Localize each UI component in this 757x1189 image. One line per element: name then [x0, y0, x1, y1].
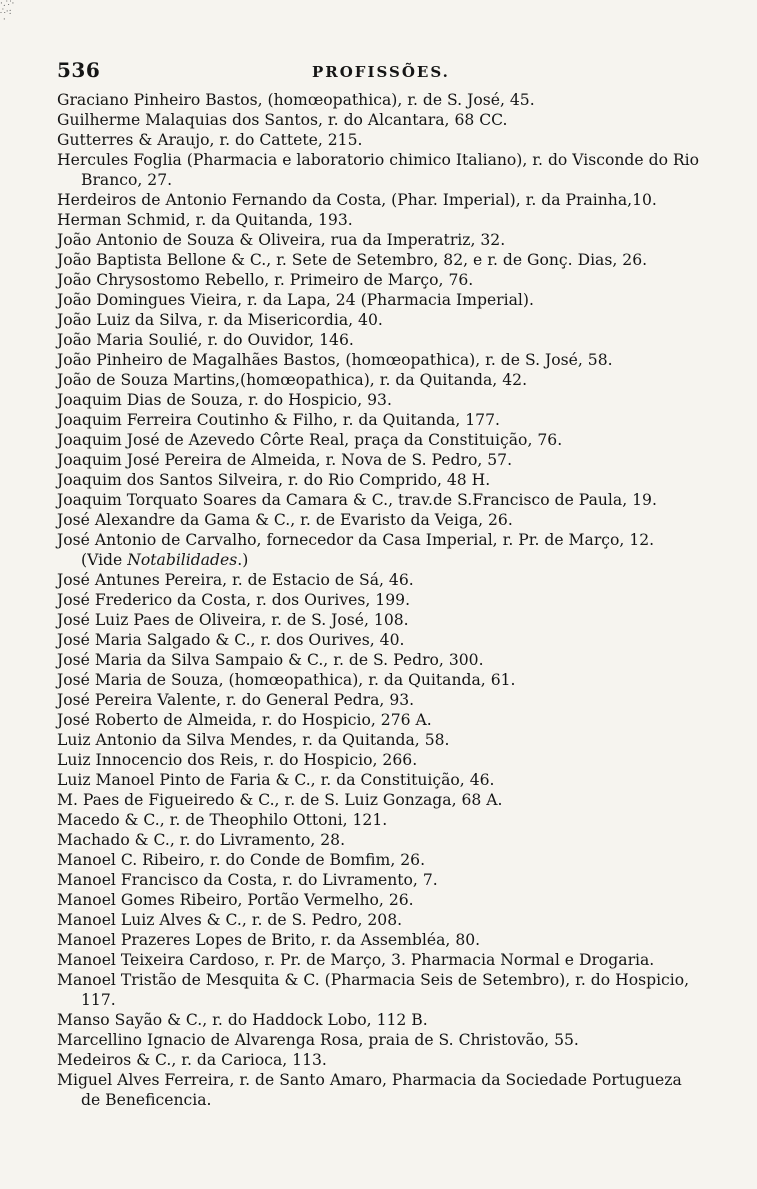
page-number: 536 — [57, 58, 101, 82]
list-item: Gutterres & Araujo, r. do Cattete, 215. — [57, 131, 363, 149]
list-item: Medeiros & C., r. da Carioca, 113. — [57, 1051, 327, 1069]
list-item: Manoel Teixeira Cardoso, r. Pr. de Março, 3. Pharmacia Normal e Drogaria. — [57, 951, 655, 969]
list-item: Joaquim José Pereira de Almeida, r. Nova de S. Pedro, 57. — [57, 451, 513, 469]
list-item: M. Paes de Figueiredo & C., r. de S. Luiz Gonzaga, 68 A. — [57, 791, 503, 809]
list-item: José Pereira Valente, r. do General Pedra, 93. — [57, 691, 415, 709]
paper-stain: ·.∵· ∴·: · — [0, 0, 15, 25]
list-item: Macedo & C., r. de Theophilo Ottoni, 121. — [57, 811, 388, 829]
list-item: Machado & C., r. do Livramento, 28. — [57, 831, 346, 849]
list-item: Joaquim Dias de Souza, r. do Hospicio, 93. — [57, 391, 392, 409]
list-item: Luiz Innocencio dos Reis, r. do Hospicio, 266. — [57, 751, 418, 769]
list-item: João Maria Soulié, r. do Ouvidor, 146. — [57, 331, 354, 349]
list-item: Marcellino Ignacio de Alvarenga Rosa, praia de S. Christovão, 55. — [57, 1031, 579, 1049]
list-item: Manoel Prazeres Lopes de Brito, r. da Assembléa, 80. — [57, 931, 481, 949]
vide-note: (Vide Notabilidades.) — [81, 551, 249, 569]
list-item: José Maria Salgado & C., r. dos Ourives, 40. — [57, 631, 405, 649]
pharmacy-listing — [57, 90, 705, 1110]
list-item: José Roberto de Almeida, r. do Hospicio, 276 A. — [57, 711, 432, 729]
running-title: PROFISSÕES. — [312, 63, 450, 81]
list-item: José Maria de Souza, (homœopathica), r. da Quitanda, 61. — [57, 671, 516, 689]
list-item: José Luiz Paes de Oliveira, r. de S. José, 108. — [57, 611, 409, 629]
list-item: João Pinheiro de Magalhães Bastos, (homœopathica), r. de S. José, 58. — [57, 351, 613, 369]
list-item: João de Souza Martins,(homœopathica), r. da Quitanda, 42. — [57, 371, 528, 389]
vide-reference: Notabilidades — [127, 551, 238, 569]
list-item: Manoel Luiz Alves & C., r. de S. Pedro, 208. — [57, 911, 403, 929]
list-item: José Frederico da Costa, r. dos Ourives, 199. — [57, 591, 411, 609]
list-item: João Domingues Vieira, r. da Lapa, 24 (Pharmacia Imperial). — [57, 291, 534, 309]
list-item: Luiz Antonio da Silva Mendes, r. da Quitanda, 58. — [57, 731, 450, 749]
list-item: Hercules Foglia (Pharmacia e laboratorio chimico Italiano), r. do Visconde do Rio Branco, 27. — [57, 151, 700, 189]
list-item: Guilherme Malaquias dos Santos, r. do Alcantara, 68 CC. — [57, 111, 508, 129]
list-item: Manoel Francisco da Costa, r. do Livramento, 7. — [57, 871, 438, 889]
list-item: Herdeiros de Antonio Fernando da Costa, (Phar. Imperial), r. da Prainha,10. — [57, 191, 657, 209]
list-item: José Antunes Pereira, r. de Estacio de Sá, 46. — [57, 571, 414, 589]
list-item: Luiz Manoel Pinto de Faria & C., r. da Constituição, 46. — [57, 771, 495, 789]
list-item: João Chrysostomo Rebello, r. Primeiro de Março, 76. — [57, 271, 474, 289]
list-item-with-note — [57, 530, 705, 570]
list-item-text: José Antonio de Carvalho, fornecedor da Casa Imperial, r. Pr. de Março, 12. — [57, 531, 655, 549]
list-item: Herman Schmid, r. da Quitanda, 193. — [57, 211, 353, 229]
list-item: João Antonio de Souza & Oliveira, rua da Imperatriz, 32. — [57, 231, 506, 249]
list-item: Manoel Tristão de Mesquita & C. (Pharmacia Seis de Setembro), r. do Hospicio, 117. — [57, 971, 690, 1009]
list-item: Manoel Gomes Ribeiro, Portão Vermelho, 26. — [57, 891, 414, 909]
list-item: Joaquim Ferreira Coutinho & Filho, r. da Quitanda, 177. — [57, 411, 500, 429]
list-item: João Baptista Bellone & C., r. Sete de Setembro, 82, e r. de Gonç. Dias, 26. — [57, 251, 648, 269]
list-item: Graciano Pinheiro Bastos, (homœopathica), r. de S. José, 45. — [57, 91, 535, 109]
list-item: Miguel Alves Ferreira, r. de Santo Amaro, Pharmacia da Sociedade Portugueza de Beneficencia. — [57, 1071, 682, 1109]
page-header — [57, 58, 697, 86]
list-item: Manso Sayão & C., r. do Haddock Lobo, 112 B. — [57, 1011, 428, 1029]
list-item: João Luiz da Silva, r. da Misericordia, 40. — [57, 311, 383, 329]
list-item: Manoel C. Ribeiro, r. do Conde de Bomfim, 26. — [57, 851, 426, 869]
list-item: José Maria da Silva Sampaio & C., r. de S. Pedro, 300. — [57, 651, 484, 669]
list-item: Joaquim José de Azevedo Côrte Real, praça da Constituição, 76. — [57, 431, 563, 449]
list-item: Joaquim Torquato Soares da Camara & C., trav.de S.Francisco de Paula, 19. — [57, 491, 657, 509]
list-item: Joaquim dos Santos Silveira, r. do Rio Comprido, 48 H. — [57, 471, 491, 489]
list-item: José Alexandre da Gama & C., r. de Evaristo da Veiga, 26. — [57, 511, 513, 529]
